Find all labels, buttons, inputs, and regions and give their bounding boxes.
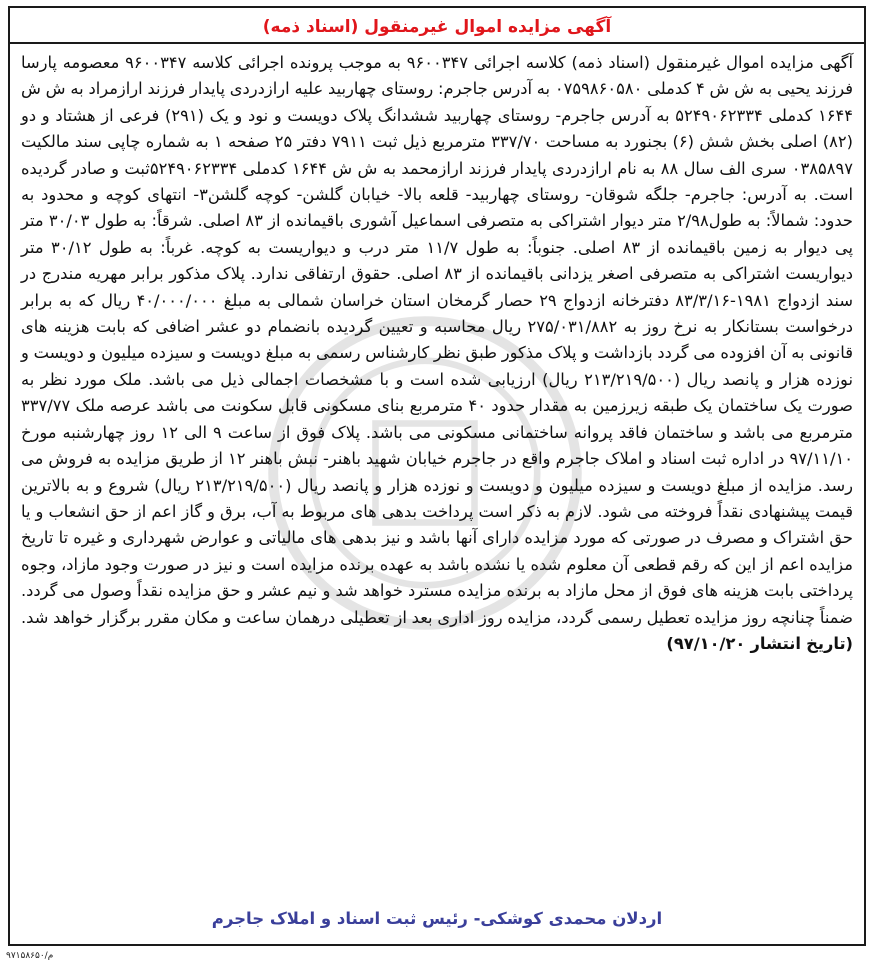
notice-body (10, 44, 864, 657)
notice-code: م/۹۷۱۵۸۶۵۰ (6, 951, 54, 961)
signature-line: اردلان محمدی کوشکی- رئیس ثبت اسناد و املاک جاجرم (211, 909, 663, 928)
notice-body-text: آگهی مزایده اموال غیرمنقول (اسناد ذمه) کلاسه اجرائی ۹۶۰۰۳۴۷ به موجب پرونده اجرائی کلاسه ۹۶۰۰۳۴۷ معصومه پارسا فرزند یحیی به ش ش ۴ کدملی ۰۷۵۹۸۶۰۵۸۰ به آدرس جاجرم: روستای چهاربید علیه ارازدردی پایدار فرزند ارازمراد به ش ش ۱۶۴۴ کدملی ۵۲۴۹۰۶۲۳۳۴ به آدرس جاجرم- روستای چهاربید ششدانگ پلاک دویست و نود و یک (۲۹۱) فرعی از هشتاد و دو (۸۲) اصلی بخش شش (۶) بجنورد به مساحت ۳۳۷/۷۰ مترمربع ذیل ثبت ۷۹۱۱ دفتر ۲۵ صفحه ۱ به شماره چاپی سند مالکیت ۰۳۸۵۸۹۷ سری الف سال ۸۸ به نام ارازدردی پایدار فرزند ارازمحمد به ش ش ۱۶۴۴ کدملی ۵۲۴۹۰۶۲۳۳۴ثبت و صادر گردیده است. به آدرس: جاجرم- جلگه شوقان- روستای چهاربید- قلعه بالا- خیابان گلشن- کوچه گلشن۳- انتهای کوچه و محدود به حدود: شمالاً: به طول۲/۹۸ متر دیوار اشتراکی به متصرفی اسماعیل آشوری باقیمانده از ۸۳ اصلی. شرقاً: به طول ۳۰/۰۳ متر پی دیوار به زمین باقیمانده از ۸۳ اصلی. جنوباً: به طول ۱۱/۷ متر درب و دیواریست به کوچه. غرباً: به طول ۳۰/۱۲ متر دیواریست اشتراکی به متصرفی اصغر یزدانی باقیمانده از ۸۳ اصلی. حقوق ارتفاقی ندارد. پلاک مذکور برابر مهریه مندرج در سند ازدواج ۱۹۸۱-۸۳/۳/۱۶ دفترخانه ازدواج ۲۹ حصار گرمخان استان خراسان شمالی به مبلغ ۴۰/۰۰۰/۰۰۰ ریال که به برابر درخواست بستانکار به نرخ روز به ۲۷۵/۰۳۱/۸۸۲ ریال محاسبه و تعیین گردیده بانضمام دو عشر اضافی که بابت هزینه های قانونی به آن افزوده می گردد بازداشت و پلاک مذکور طبق نظر کارشناس رسمی به مبلغ دویست و سیزده میلیون و دویست و نوزده هزار و پانصد ریال (۲۱۳/۲۱۹/۵۰۰ ریال) ارزیابی شده است و با مشخصات اجمالی ذیل می باشد. ملک مورد نظر به صورت یک ساختمان یک طبقه زیرزمین به مقدار حدود ۴۰ مترمربع بنای مسکونی قابل سکونت می باشد عرصه ملک ۳۳۷/۷۷ مترمربع می باشد و ساختمان فاقد پروانه ساختمانی مسکونی می باشد. پلاک فوق از ساعت ۹ الی ۱۲ روز چهارشنبه مورخ ۹۷/۱۱/۱۰ در اداره ثبت اسناد و املاک جاجرم واقع در جاجرم خیابان شهید باهنر- نبش باهنر ۱۲ از طریق مزایده به فروش می رسد. مزایده از مبلغ دویست و سیزده میلیون و دویست و نوزده هزار و پانصد ریال (۲۱۳/۲۱۹/۵۰۰ ریال) شروع و به بالاترین قیمت پیشنهادی نقداً فروخته می شود. لازم به ذکر است پرداخت بدهی های مربوط به آب، برق و گاز اعم از حق انشعاب و یا حق اشتراک و مصرف در صورتی که مورد مزایده دارای آنها باشد و نیز بدهی های مالیاتی و عوارض شهرداری و غیره تا تاریخ مزایده اعم از این که رقم قطعی آن معلوم شده یا نشده باشد به عهده برنده مزایده است و نیز در صورت وجود مازاد، وجوه پرداختی بابت هزینه های فوق از محل مازاد به برنده مزایده مسترد خواهد شد و نیم عشر و حق مزایده نقداً وصول می گردد. ضمناً چنانچه روز مزایده تعطیل رسمی گردد، مزایده روز اداری بعد از تعطیلی درهمان ساعت و مکان مقرر برگزار خواهد شد. (21, 53, 854, 627)
notice-box (8, 6, 866, 946)
notice-title: آگهی مزایده اموال غیرمنقول (اسناد ذمه) (10, 8, 864, 44)
publication-date: (تاریخ انتشار ۹۷/۱۰/۲۰) (666, 633, 853, 653)
